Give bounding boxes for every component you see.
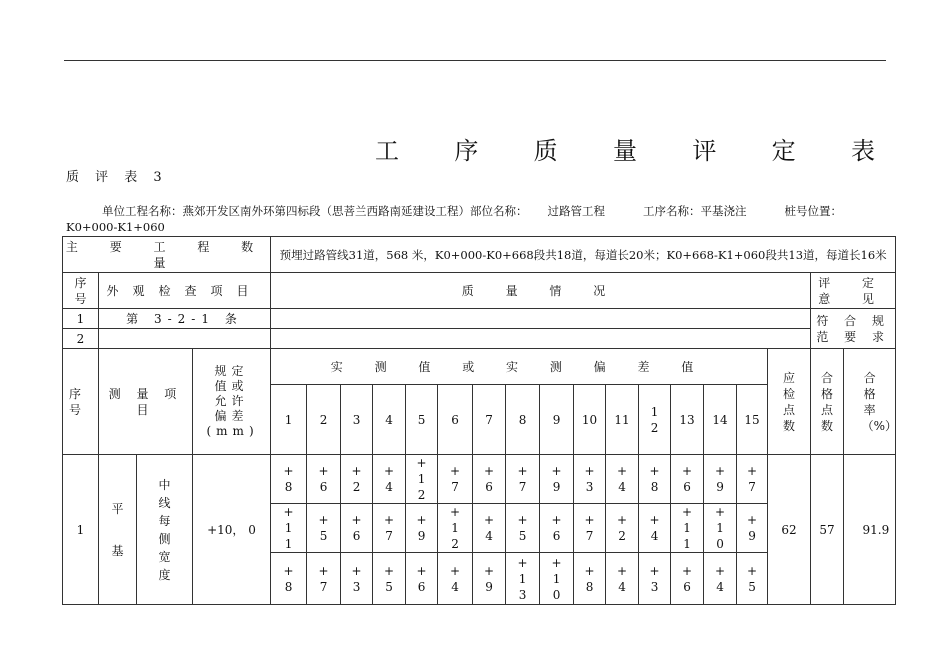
appearance-row — [63, 329, 896, 349]
main-quantity-value: 预埋过路管线31道，568 米，K0+000-K0+668段共18道，每道长20米；K0+668-K1+060段共13道，每道长16米 — [271, 237, 896, 273]
point-number: 6 — [438, 385, 473, 455]
appearance-quality — [271, 329, 811, 349]
should-check-header: 应检点数 — [768, 349, 811, 455]
measure-seq: 1 — [63, 455, 99, 605]
form-number: 质 评 表 3 — [66, 170, 168, 185]
unit-label: 单位工程名称： — [102, 204, 183, 218]
main-quantity-row — [63, 237, 896, 273]
measure-subitem: 中线每侧宽度 — [137, 455, 193, 605]
measure-group — [99, 455, 137, 605]
measured-value: +8 — [271, 455, 307, 504]
quality-table — [62, 236, 896, 605]
title-char: 质 — [533, 136, 558, 165]
measured-value: +7 — [307, 553, 341, 605]
part-label: 部位名称： — [470, 204, 528, 218]
point-number: 5 — [406, 385, 438, 455]
pass-count: 57 — [811, 455, 844, 605]
measured-value: +12 — [406, 455, 438, 504]
measured-value: +4 — [606, 553, 639, 605]
measured-value: +6 — [671, 455, 704, 504]
measured-value: +3 — [639, 553, 671, 605]
pass-count-header: 合格点数 — [811, 349, 844, 455]
proc-label: 工序名称： — [643, 204, 701, 218]
part-value: 过路管工程 — [547, 204, 605, 218]
appearance-item-header: 外观检查项目 — [99, 273, 271, 309]
measured-value: +7 — [737, 455, 768, 504]
title-char: 评 — [692, 136, 717, 165]
measured-value: +6 — [671, 553, 704, 605]
measure-group-char: 基 — [111, 543, 124, 558]
measured-value: +3 — [574, 455, 606, 504]
measured-value: +5 — [506, 504, 540, 553]
measured-value: +7 — [574, 504, 606, 553]
measure-seq-header: 序号 — [63, 349, 99, 455]
measured-value: +6 — [406, 553, 438, 605]
point-number: 14 — [704, 385, 737, 455]
measured-value: +4 — [606, 455, 639, 504]
measured-value: +4 — [639, 504, 671, 553]
measured-value: +7 — [438, 455, 473, 504]
appearance-row — [63, 309, 896, 329]
measured-value: +9 — [406, 504, 438, 553]
measured-value: +11 — [271, 504, 307, 553]
measured-value: +4 — [473, 504, 506, 553]
pass-rate-header: 合格率（%） — [844, 349, 896, 455]
appearance-item: 第 3-2-1 条 — [99, 309, 271, 329]
measured-header: 实 测 值 或 实 测 偏 差 值 — [271, 349, 768, 385]
point-number: 13 — [671, 385, 704, 455]
unit-value: 燕郊开发区南外环第四标段（思菩兰西路南延建设工程） — [182, 204, 470, 218]
quality-status-header: 质 量 情 况 — [271, 273, 811, 309]
measured-value: +3 — [341, 553, 373, 605]
point-number: 10 — [574, 385, 606, 455]
station-value: K0+000-K1+060 — [66, 220, 165, 234]
appearance-seq: 1 — [63, 309, 99, 329]
appearance-quality — [271, 309, 811, 329]
appearance-rating: 符 合 规 范 要 求 — [811, 309, 896, 349]
measured-value: +6 — [473, 455, 506, 504]
tolerance-value: +10， 0 — [193, 455, 271, 605]
measured-value: +11 — [671, 504, 704, 553]
proc-value: 平基浇注 — [700, 204, 747, 218]
point-number: 15 — [737, 385, 768, 455]
measured-value: +8 — [574, 553, 606, 605]
point-number: 2 — [307, 385, 341, 455]
title-char: 量 — [612, 136, 637, 165]
appearance-item — [99, 329, 271, 349]
title-char: 表 — [850, 136, 875, 165]
measured-value: +8 — [639, 455, 671, 504]
measured-value: +10 — [704, 504, 737, 553]
measured-value: +2 — [606, 504, 639, 553]
measured-value: +5 — [307, 504, 341, 553]
measure-header-row — [63, 349, 896, 385]
measure-row — [63, 455, 896, 504]
header-rule — [64, 60, 886, 61]
measured-value: +9 — [704, 455, 737, 504]
measure-group-char: 平 — [111, 501, 124, 516]
measured-value: +13 — [506, 553, 540, 605]
appearance-header-row — [63, 273, 896, 309]
measured-value: +5 — [373, 553, 406, 605]
measured-value: +6 — [341, 504, 373, 553]
point-number: 8 — [506, 385, 540, 455]
measured-value: +9 — [473, 553, 506, 605]
station-label: 桩号位置： — [784, 204, 842, 218]
point-number: 3 — [341, 385, 373, 455]
measured-value: +6 — [307, 455, 341, 504]
measured-value: +4 — [373, 455, 406, 504]
title-char: 定 — [771, 136, 796, 165]
page-title — [375, 133, 875, 163]
title-char: 工 — [375, 136, 399, 165]
appearance-seq: 2 — [63, 329, 99, 349]
point-number: 11 — [606, 385, 639, 455]
measured-value: +7 — [373, 504, 406, 553]
appearance-seq-header: 序号 — [63, 273, 99, 309]
unit-info — [66, 203, 906, 235]
measured-value: +8 — [271, 553, 307, 605]
measured-value: +5 — [737, 553, 768, 605]
measured-value: +12 — [438, 504, 473, 553]
main-quantity-label: 主 要 工 程 数 量 — [63, 237, 271, 273]
measured-value: +9 — [737, 504, 768, 553]
measured-value: +4 — [704, 553, 737, 605]
measured-value: +7 — [506, 455, 540, 504]
point-number: 4 — [373, 385, 406, 455]
rating-header: 评 定 意 见 — [811, 273, 896, 309]
measure-item-header: 测 量 项 目 — [99, 349, 193, 455]
point-number: 9 — [540, 385, 574, 455]
tolerance-header: 规定值或允许偏差(mm) — [193, 349, 271, 455]
point-number: 12 — [639, 385, 671, 455]
point-number: 7 — [473, 385, 506, 455]
should-check-count: 62 — [768, 455, 811, 605]
measured-value: +6 — [540, 504, 574, 553]
measured-value: +10 — [540, 553, 574, 605]
title-char: 序 — [454, 136, 479, 165]
measured-value: +2 — [341, 455, 373, 504]
point-number: 1 — [271, 385, 307, 455]
measured-value: +4 — [438, 553, 473, 605]
pass-rate: 91.9 — [844, 455, 896, 605]
measured-value: +9 — [540, 455, 574, 504]
